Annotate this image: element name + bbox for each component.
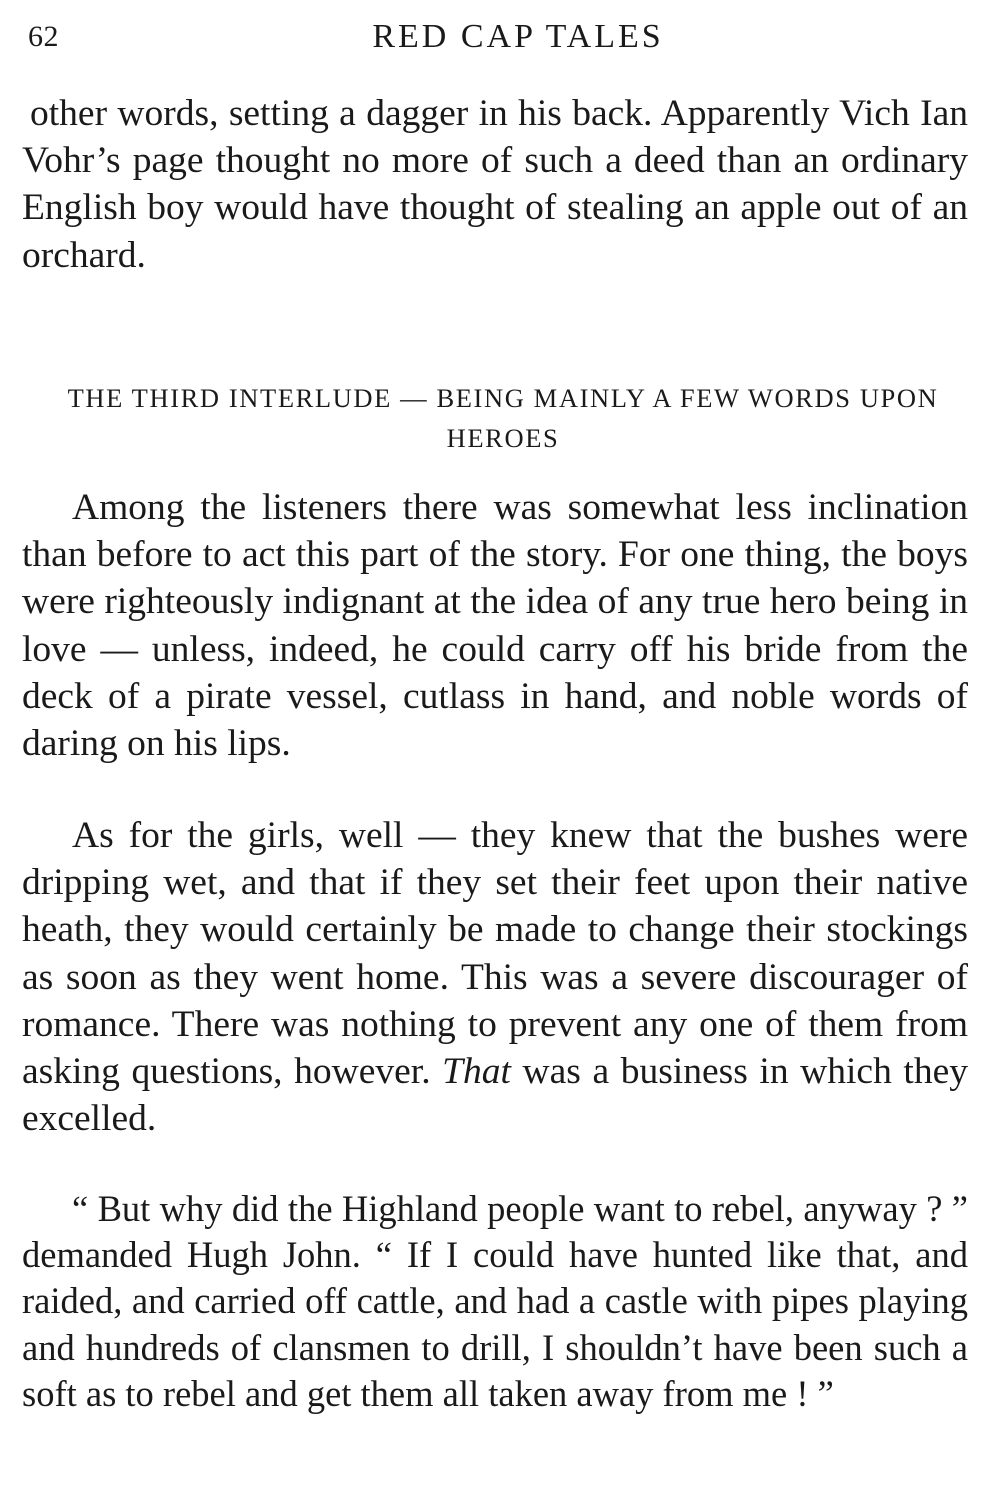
paragraph-text: Among the listeners there was somewhat less inclination than before to act this part of the story. For one thing, the boys were righteously indignant at the idea of any true hero being in love — unless, indeed, he could carry off his bride from the deck of a pirate vessel, cutlass in hand, and noble words of daring on his lips. xyxy=(22,487,968,765)
page-number: 62 xyxy=(28,20,59,53)
section-heading: THE THIRD INTERLUDE — BEING MAINLY A FEW WORDS UPON HEROES xyxy=(67,383,939,453)
emphasized-word: That xyxy=(442,1051,511,1093)
page-header xyxy=(28,12,968,62)
paragraph-listeners xyxy=(22,484,968,767)
paragraph-text: was a business in which they excelled. xyxy=(22,1051,968,1140)
paragraph-body xyxy=(22,812,968,1142)
paragraph-continuation xyxy=(22,90,968,279)
paragraph-text: other words, setting a dagger in his back. Apparently Vich Ian Vohr’s page thought no more of such a deed than an ordinary English boy would have thought of stealing an apple out of an orchard. xyxy=(22,93,968,276)
paragraph-text: “ But why did the Highland people want to rebel, anyway ? ” demanded Hugh John. “ If I could have hunted like that, and raided, and carried off cattle, and had a castle with pipes playing and hundreds of clansmen to drill, I shouldn’t have been such a soft as to rebel and get them all taken away from me ! ” xyxy=(22,1188,968,1414)
paragraph-text: As for the girls, well — they knew that the bushes were dripping wet, and that if they set their feet upon their native heath, they would certainly be made to change their stockings as soon as they went home. This was a severe discourager of romance. There was nothing to prevent any one of them from asking questions, however. xyxy=(22,815,968,1093)
running-title: RED CAP TALES xyxy=(372,18,664,55)
paragraph-dialogue xyxy=(22,1186,968,1417)
paragraph-girls xyxy=(22,812,968,1142)
